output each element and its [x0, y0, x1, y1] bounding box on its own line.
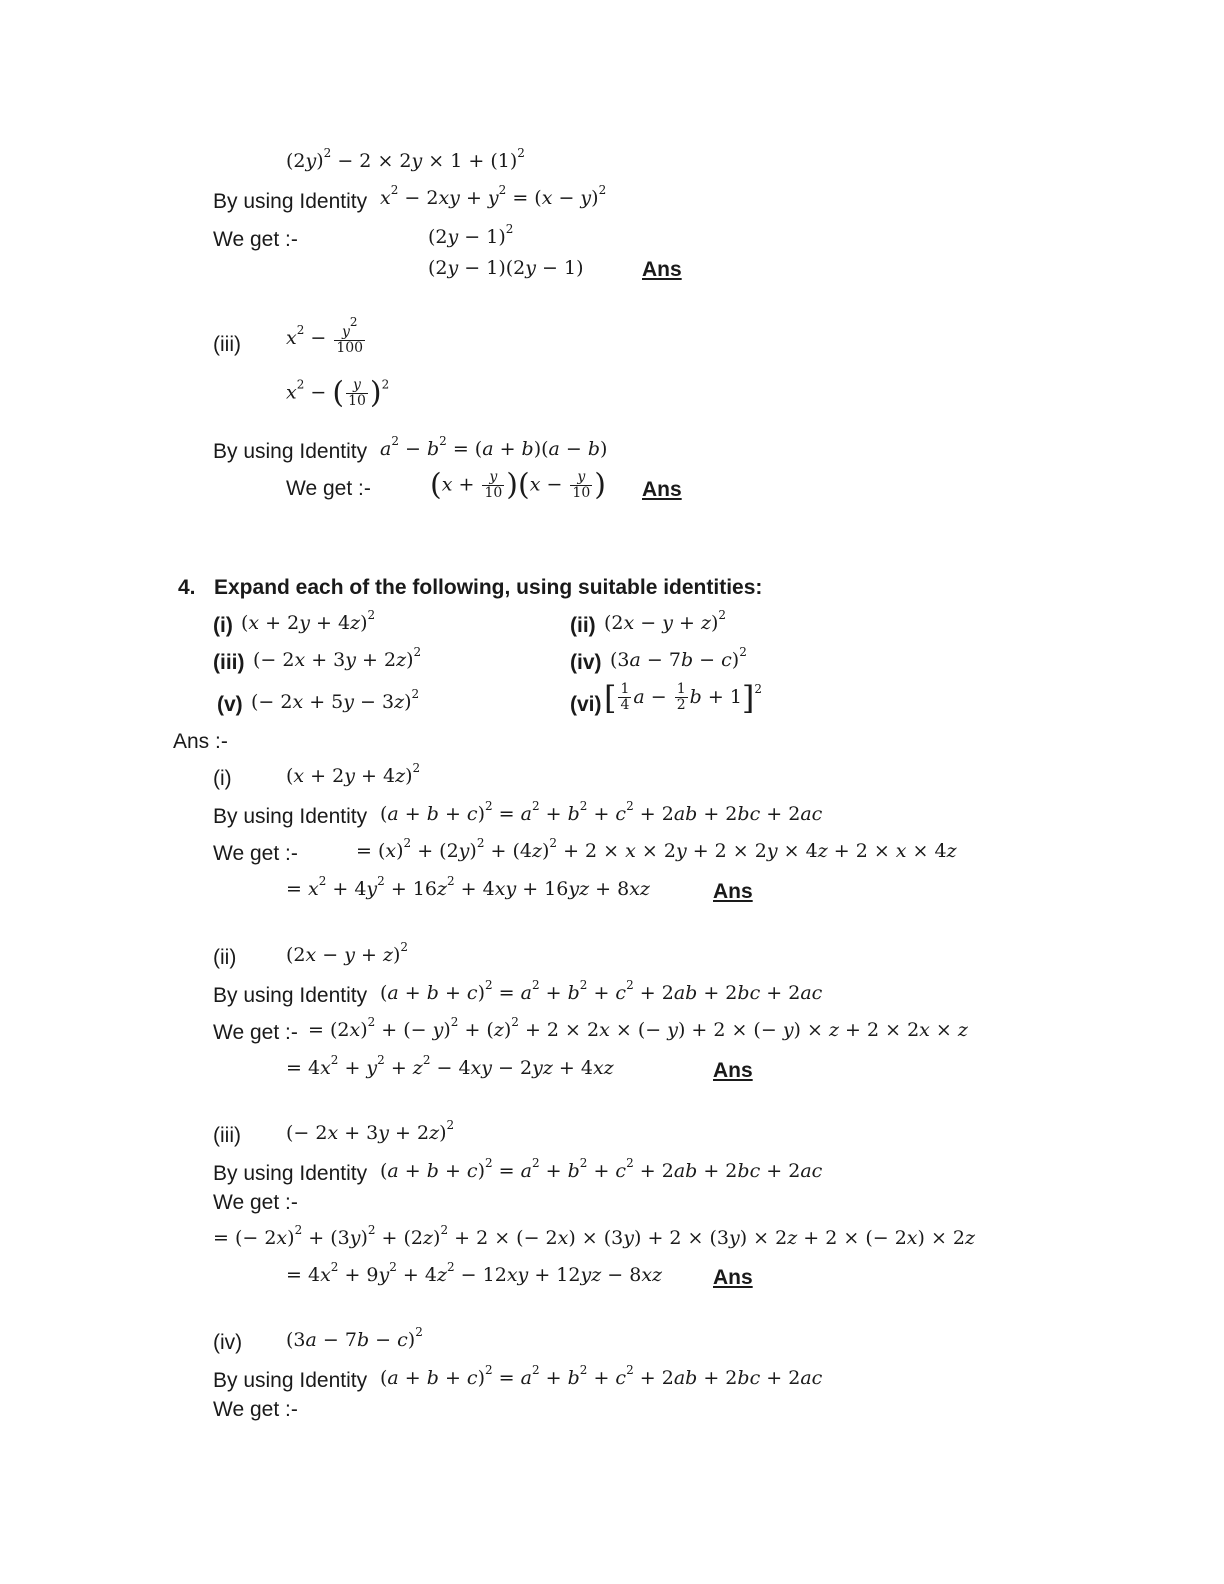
question-title: Expand each of the following, using suitable identities: — [214, 576, 763, 599]
result-line: = $4x^2 + 9y^2 + 4z^2 - 12xy + 12yz - 8xz$ — [286, 1260, 663, 1286]
item-expression: $(3a - 7b - c)^2$ — [610, 645, 747, 671]
we-get-label: We get :- — [213, 1191, 298, 1214]
solution-expression: $(3a - 7b - c)^2$ — [286, 1325, 423, 1351]
solution-expression: $(x + 2y + 4z)^2$ — [286, 761, 421, 787]
expression-line: $x^2$ − ( $\frac{y}{10}$ )$^2$ — [286, 375, 390, 411]
question-number: 4. — [178, 576, 196, 599]
identity-label: By using Identity — [213, 1162, 368, 1185]
item-expression: [ $\frac{1}{4}$ a − $\frac{1}{2}$ b + 1]$^2$ — [604, 679, 763, 717]
item-label: (iv) — [570, 651, 602, 674]
item-expression: $(2x - y + z)^2$ — [604, 608, 727, 634]
we-get-label: We get :- — [213, 842, 298, 865]
step-line: = $(2x)^2$ + (− $y)^2 + (z)^2 + 2 \times 2x$ × (− y) + 2 × (− y) × z + 2 × 2x × z — [308, 1015, 968, 1041]
we-get-label: We get :- — [213, 1021, 298, 1044]
ans-label: Ans — [713, 880, 753, 903]
item-expression: (− 2x + 3y + 2z)$^2$ — [253, 645, 422, 671]
identity-expression: $a^2 - b^2 = (a + b)(a - b)$ — [380, 434, 608, 460]
identity-expression: $(a + b + c)^2 = a^2 + b^2 + c^2 + 2ab + 2bc + 2ac$ — [380, 1156, 823, 1182]
identity-label: By using Identity — [213, 984, 368, 1007]
we-get-label: We get :- — [286, 477, 371, 500]
result-line: (2y − 1)(2y − 1) — [428, 257, 584, 279]
result-line: = $4x^2 + y^2 + z^2 - 4xy - 2yz + 4xz$ — [286, 1053, 614, 1079]
step-line: = (− $2x)^2 + (3y)^2 + (2z)^2 + 2$ × (− 2x) × (3y) + 2 × (3y) × 2z + 2 × (− 2x) × 2z — [213, 1223, 976, 1249]
identity-label: By using Identity — [213, 805, 368, 828]
item-label: (v) — [217, 693, 243, 716]
identity-expression: $(a + b + c)^2 = a^2 + b^2 + c^2 + 2ab + 2bc + 2ac$ — [380, 1363, 823, 1389]
ans-label: Ans — [642, 258, 682, 281]
solution-expression: $(2x - y + z)^2$ — [286, 940, 409, 966]
item-expression: $(x + 2y + 4z)^2$ — [241, 608, 376, 634]
identity-label: By using Identity — [213, 440, 368, 463]
identity-expression: $x^2 - 2xy + y^2 = (x - y)^2$ — [380, 183, 607, 209]
solution-label: (iii) — [213, 1124, 241, 1147]
item-label: (i) — [213, 614, 233, 637]
expression-line: $x^2$ − $\frac{y^2}{100}$ — [286, 315, 364, 356]
identity-expression: $(a + b + c)^2 = a^2 + b^2 + c^2 + 2ab + 2bc + 2ac$ — [380, 799, 823, 825]
ans-label: Ans — [713, 1059, 753, 1082]
item-expression: (− 2x + 5y − 3z)$^2$ — [251, 687, 420, 713]
result-line: = $x^2 + 4y^2 + 16z^2 + 4xy + 16yz + 8xz$ — [286, 874, 650, 900]
step-line: = $(x)^2 + (2y)^2 + (4z)^2 + 2 \times x \times 2y + 2 \times 2y \times 4z + 2 \times x \times 4z$ — [356, 836, 957, 862]
item-label: (iii) — [213, 651, 245, 674]
we-get-label: We get :- — [213, 228, 298, 251]
ans-label: Ans — [713, 1266, 753, 1289]
solution-label: (ii) — [213, 946, 237, 969]
ans-label: Ans — [642, 478, 682, 501]
solution-expression: (− 2x + 3y + 2z)$^2$ — [286, 1118, 455, 1144]
identity-label: By using Identity — [213, 190, 368, 213]
solution-label: (iv) — [213, 1331, 243, 1354]
identity-expression: $(a + b + c)^2 = a^2 + b^2 + c^2 + 2ab + 2bc + 2ac$ — [380, 978, 823, 1004]
identity-label: By using Identity — [213, 1369, 368, 1392]
part-label: (iii) — [213, 333, 241, 356]
item-label: (ii) — [570, 614, 596, 637]
expression-line: $(2y)^2 - 2 \times 2y \times 1 + (1)^2$ — [286, 146, 525, 172]
result-line: (x + $\frac{y}{10}$ )(x − $\frac{y}{10}$ ) — [430, 467, 606, 503]
result-line: $(2y - 1)^2$ — [428, 222, 514, 248]
solution-label: (i) — [213, 767, 232, 790]
item-label: (vi) — [570, 693, 602, 716]
we-get-label: We get :- — [213, 1398, 298, 1421]
ans-heading: Ans :- — [173, 730, 228, 753]
